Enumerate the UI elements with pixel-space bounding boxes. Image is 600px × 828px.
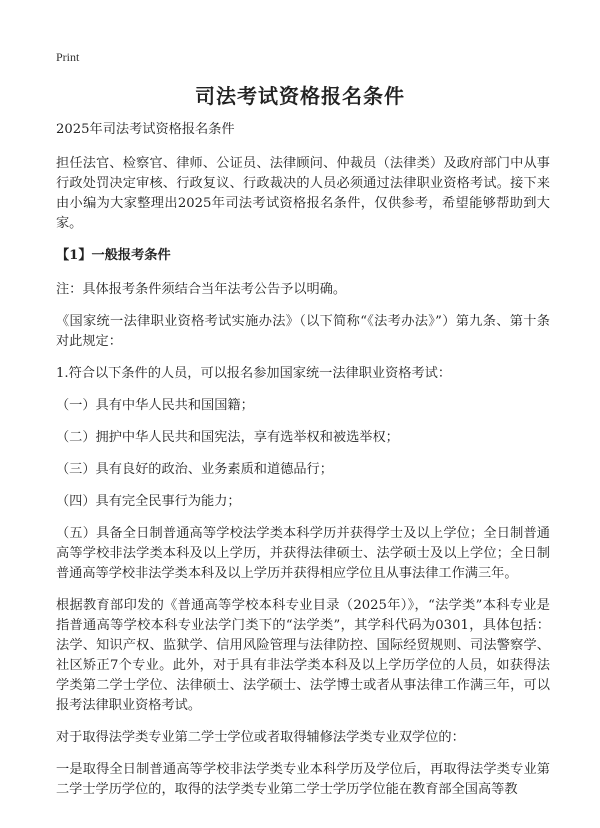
condition-item: （二）拥护中华人民共和国宪法，享有选举权和被选举权； bbox=[56, 430, 399, 445]
article-body bbox=[56, 120, 550, 812]
intro-paragraph: 担任法官、检察官、律师、公证员、法律顾问、仲裁员（法律类）及政府部门中从事行政处罚决定审核、行政复议、行政裁决的人员必须通过法律职业资格考试。接下来由小编为大家整理出2025年司法考试资格报名条件，仅供参考，希望能够帮助到大家。 bbox=[56, 156, 550, 231]
final-paragraph: 一是取得全日制普通高等学校非法学类专业本科学历及学位后，再取得法学类专业第二学士学历学位的，取得的法学类专业第二学士学历学位能在教育部全国高等教 bbox=[56, 762, 550, 797]
page-title: 司法考试资格报名条件 bbox=[195, 84, 405, 108]
second-degree-paragraph: 对于取得法学类专业第二学士学位或者取得辅修法学类专业双学位的： bbox=[56, 730, 465, 745]
article-subtitle: 2025年司法考试资格报名条件 bbox=[56, 122, 235, 137]
condition-item: （四）具有完全民事行为能力； bbox=[56, 494, 241, 509]
print-link[interactable]: Print bbox=[56, 50, 80, 64]
note-paragraph: 注：具体报考条件须结合当年法考公告予以明确。 bbox=[56, 282, 347, 297]
condition-item: （三）具有良好的政治、业务素质和道德品行； bbox=[56, 462, 333, 477]
law-reference-paragraph: 《国家统一法律职业资格考试实施办法》（以下简称“《法考办法》”）第九条、第十条对此规定： bbox=[56, 314, 550, 349]
section-heading: 【1】一般报考条件 bbox=[56, 248, 171, 263]
conditions-intro: 1.符合以下条件的人员，可以报名参加国家统一法律职业资格考试： bbox=[56, 366, 452, 381]
condition-item: （五）具备全日制普通高等学校法学类本科学历并获得学士及以上学位；全日制普通高等学校非法学类本科及以上学历，并获得法律硕士、法学硕士及以上学位；全日制普通高等学校非法学类本科及以上学历并获得相应学位且从事法律工作满三年。 bbox=[56, 526, 550, 581]
condition-item: （一）具有中华人民共和国国籍； bbox=[56, 398, 254, 413]
catalog-paragraph: 根据教育部印发的《普通高等学校本科专业目录（2025年）》，“法学类”本科专业是指普通高等学校本科专业法学门类下的“法学类”，其学科代码为0301，具体包括：法学、知识产权、监狱学、信用风险管理与法律防控、国际经贸规则、司法警察学、社区矫正7个专业。此外，对于具有非法学类本科及以上学历学位的人员，如获得法学类第二学士学位、法律硕士、法学硕士、法学博士或者从事法律工作满三年，可以报考法律职业资格考试。 bbox=[56, 598, 550, 713]
